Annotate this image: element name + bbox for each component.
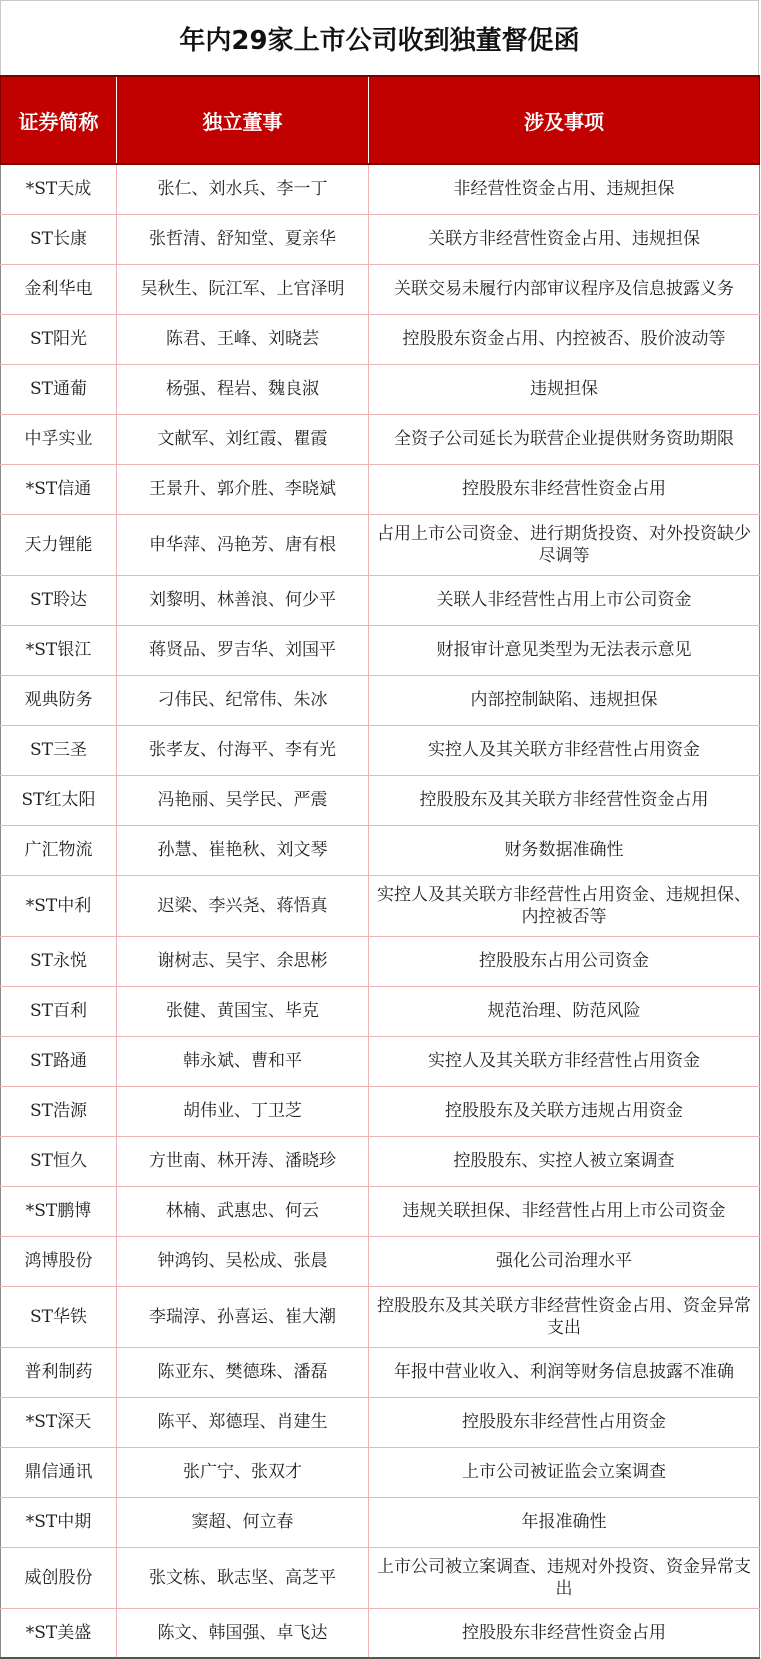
- security-name-cell: *ST美盛: [1, 1608, 117, 1658]
- security-name-cell: ST百利: [1, 986, 117, 1036]
- matter-cell: 年报准确性: [369, 1497, 760, 1547]
- directors-cell: 谢树志、吴宇、余思彬: [117, 936, 369, 986]
- directors-cell: 陈亚东、樊德珠、潘磊: [117, 1347, 369, 1397]
- security-name-cell: *ST中利: [1, 875, 117, 936]
- table-row: [1, 464, 760, 514]
- table-row: [1, 364, 760, 414]
- table-row: [1, 1286, 760, 1347]
- security-name-cell: ST浩源: [1, 1086, 117, 1136]
- table-row: [1, 725, 760, 775]
- table-row: [1, 1186, 760, 1236]
- security-name-cell: *ST鹏博: [1, 1186, 117, 1236]
- matter-cell: 控股股东占用公司资金: [369, 936, 760, 986]
- matter-cell: 违规担保: [369, 364, 760, 414]
- security-name-cell: *ST银江: [1, 625, 117, 675]
- matter-cell: 年报中营业收入、利润等财务信息披露不准确: [369, 1347, 760, 1397]
- table-row: [1, 1136, 760, 1186]
- matter-cell: 关联方非经营性资金占用、违规担保: [369, 214, 760, 264]
- directors-cell: 陈文、韩国强、卓飞达: [117, 1608, 369, 1658]
- table-row: [1, 1397, 760, 1447]
- security-name-cell: *ST天成: [1, 164, 117, 214]
- security-name-cell: 鼎信通讯: [1, 1447, 117, 1497]
- directors-cell: 孙慧、崔艳秋、刘文琴: [117, 825, 369, 875]
- table-row: [1, 575, 760, 625]
- header-matters: 涉及事项: [369, 76, 760, 164]
- directors-cell: 冯艳丽、吴学民、严震: [117, 775, 369, 825]
- security-name-cell: ST聆达: [1, 575, 117, 625]
- directors-cell: 陈平、郑德珵、肖建生: [117, 1397, 369, 1447]
- directors-cell: 方世南、林开涛、潘晓珍: [117, 1136, 369, 1186]
- security-name-cell: 广汇物流: [1, 825, 117, 875]
- directors-cell: 张广宁、张双才: [117, 1447, 369, 1497]
- security-name-cell: 天力锂能: [1, 514, 117, 575]
- matter-cell: 财报审计意见类型为无法表示意见: [369, 625, 760, 675]
- table-row: [1, 1347, 760, 1397]
- table-row: [1, 875, 760, 936]
- security-name-cell: 普利制药: [1, 1347, 117, 1397]
- matter-cell: 规范治理、防范风险: [369, 986, 760, 1036]
- table-row: [1, 1547, 760, 1608]
- matter-cell: 控股股东非经营性占用资金: [369, 1397, 760, 1447]
- matter-cell: 控股股东及其关联方非经营性资金占用: [369, 775, 760, 825]
- security-name-cell: ST三圣: [1, 725, 117, 775]
- security-name-cell: ST阳光: [1, 314, 117, 364]
- matter-cell: 控股股东、实控人被立案调查: [369, 1136, 760, 1186]
- table-row: [1, 1608, 760, 1658]
- table-row: [1, 1447, 760, 1497]
- table-row: [1, 775, 760, 825]
- matter-cell: 占用上市公司资金、进行期货投资、对外投资缺少尽调等: [369, 514, 760, 575]
- matter-cell: 关联交易未履行内部审议程序及信息披露义务: [369, 264, 760, 314]
- directors-cell: 迟梁、李兴尧、蒋悟真: [117, 875, 369, 936]
- security-name-cell: 威创股份: [1, 1547, 117, 1608]
- directors-cell: 钟鸿钧、吴松成、张晨: [117, 1236, 369, 1286]
- matter-cell: 实控人及其关联方非经营性占用资金: [369, 1036, 760, 1086]
- matter-cell: 实控人及其关联方非经营性占用资金、违规担保、内控被否等: [369, 875, 760, 936]
- table-row: [1, 514, 760, 575]
- matter-cell: 实控人及其关联方非经营性占用资金: [369, 725, 760, 775]
- security-name-cell: ST华铁: [1, 1286, 117, 1347]
- matter-cell: 控股股东非经营性资金占用: [369, 464, 760, 514]
- directors-cell: 张文栋、耿志坚、高芝平: [117, 1547, 369, 1608]
- directors-cell: 吴秋生、阮江军、上官泽明: [117, 264, 369, 314]
- matter-cell: 强化公司治理水平: [369, 1236, 760, 1286]
- matter-cell: 全资子公司延长为联营企业提供财务资助期限: [369, 414, 760, 464]
- security-name-cell: *ST信通: [1, 464, 117, 514]
- directors-cell: 李瑞淳、孙喜运、崔大潮: [117, 1286, 369, 1347]
- table-row: [1, 314, 760, 364]
- table-row: [1, 264, 760, 314]
- directors-cell: 王景升、郭介胜、李晓斌: [117, 464, 369, 514]
- table-row: [1, 1086, 760, 1136]
- directors-cell: 刁伟民、纪常伟、朱冰: [117, 675, 369, 725]
- directors-cell: 韩永斌、曹和平: [117, 1036, 369, 1086]
- table-row: [1, 414, 760, 464]
- security-name-cell: 中孚实业: [1, 414, 117, 464]
- directors-cell: 张健、黄国宝、毕克: [117, 986, 369, 1036]
- directors-cell: 胡伟业、丁卫芝: [117, 1086, 369, 1136]
- table-header: [1, 76, 760, 164]
- table-row: [1, 1497, 760, 1547]
- directors-cell: 张哲清、舒知堂、夏亲华: [117, 214, 369, 264]
- header-independent-directors: 独立董事: [117, 76, 369, 164]
- security-name-cell: ST永悦: [1, 936, 117, 986]
- table-row: [1, 675, 760, 725]
- table-row: [1, 625, 760, 675]
- table-row: [1, 164, 760, 214]
- directors-cell: 林楠、武惠忠、何云: [117, 1186, 369, 1236]
- table-row: [1, 214, 760, 264]
- directors-cell: 文献军、刘红霞、瞿霞: [117, 414, 369, 464]
- security-name-cell: *ST中期: [1, 1497, 117, 1547]
- header-security-name: 证券简称: [1, 76, 117, 164]
- directors-cell: 陈君、王峰、刘晓芸: [117, 314, 369, 364]
- directors-cell: 张仁、刘水兵、李一丁: [117, 164, 369, 214]
- directors-cell: 申华萍、冯艳芳、唐有根: [117, 514, 369, 575]
- matter-cell: 内部控制缺陷、违规担保: [369, 675, 760, 725]
- matter-cell: 关联人非经营性占用上市公司资金: [369, 575, 760, 625]
- security-name-cell: ST恒久: [1, 1136, 117, 1186]
- matter-cell: 控股股东资金占用、内控被否、股价波动等: [369, 314, 760, 364]
- security-name-cell: 观典防务: [1, 675, 117, 725]
- directors-cell: 窦超、何立春: [117, 1497, 369, 1547]
- table-row: [1, 936, 760, 986]
- letters-table: [0, 75, 760, 1659]
- table-row: [1, 986, 760, 1036]
- security-name-cell: ST路通: [1, 1036, 117, 1086]
- matter-cell: 非经营性资金占用、违规担保: [369, 164, 760, 214]
- security-name-cell: *ST深天: [1, 1397, 117, 1447]
- table-row: [1, 1236, 760, 1286]
- security-name-cell: 鸿博股份: [1, 1236, 117, 1286]
- matter-cell: 上市公司被证监会立案调查: [369, 1447, 760, 1497]
- security-name-cell: 金利华电: [1, 264, 117, 314]
- security-name-cell: ST通葡: [1, 364, 117, 414]
- table-title: 年内29家上市公司收到独董督促函: [0, 0, 759, 75]
- matter-cell: 财务数据准确性: [369, 825, 760, 875]
- matter-cell: 控股股东及其关联方非经营性资金占用、资金异常支出: [369, 1286, 760, 1347]
- security-name-cell: ST红太阳: [1, 775, 117, 825]
- directors-cell: 刘黎明、林善浪、何少平: [117, 575, 369, 625]
- table-row: [1, 1036, 760, 1086]
- directors-cell: 蒋贤品、罗吉华、刘国平: [117, 625, 369, 675]
- table-body: [1, 164, 760, 1658]
- directors-cell: 张孝友、付海平、李有光: [117, 725, 369, 775]
- matter-cell: 控股股东非经营性资金占用: [369, 1608, 760, 1658]
- matter-cell: 上市公司被立案调查、违规对外投资、资金异常支出: [369, 1547, 760, 1608]
- matter-cell: 违规关联担保、非经营性占用上市公司资金: [369, 1186, 760, 1236]
- directors-cell: 杨强、程岩、魏良淑: [117, 364, 369, 414]
- table-row: [1, 825, 760, 875]
- security-name-cell: ST长康: [1, 214, 117, 264]
- matter-cell: 控股股东及关联方违规占用资金: [369, 1086, 760, 1136]
